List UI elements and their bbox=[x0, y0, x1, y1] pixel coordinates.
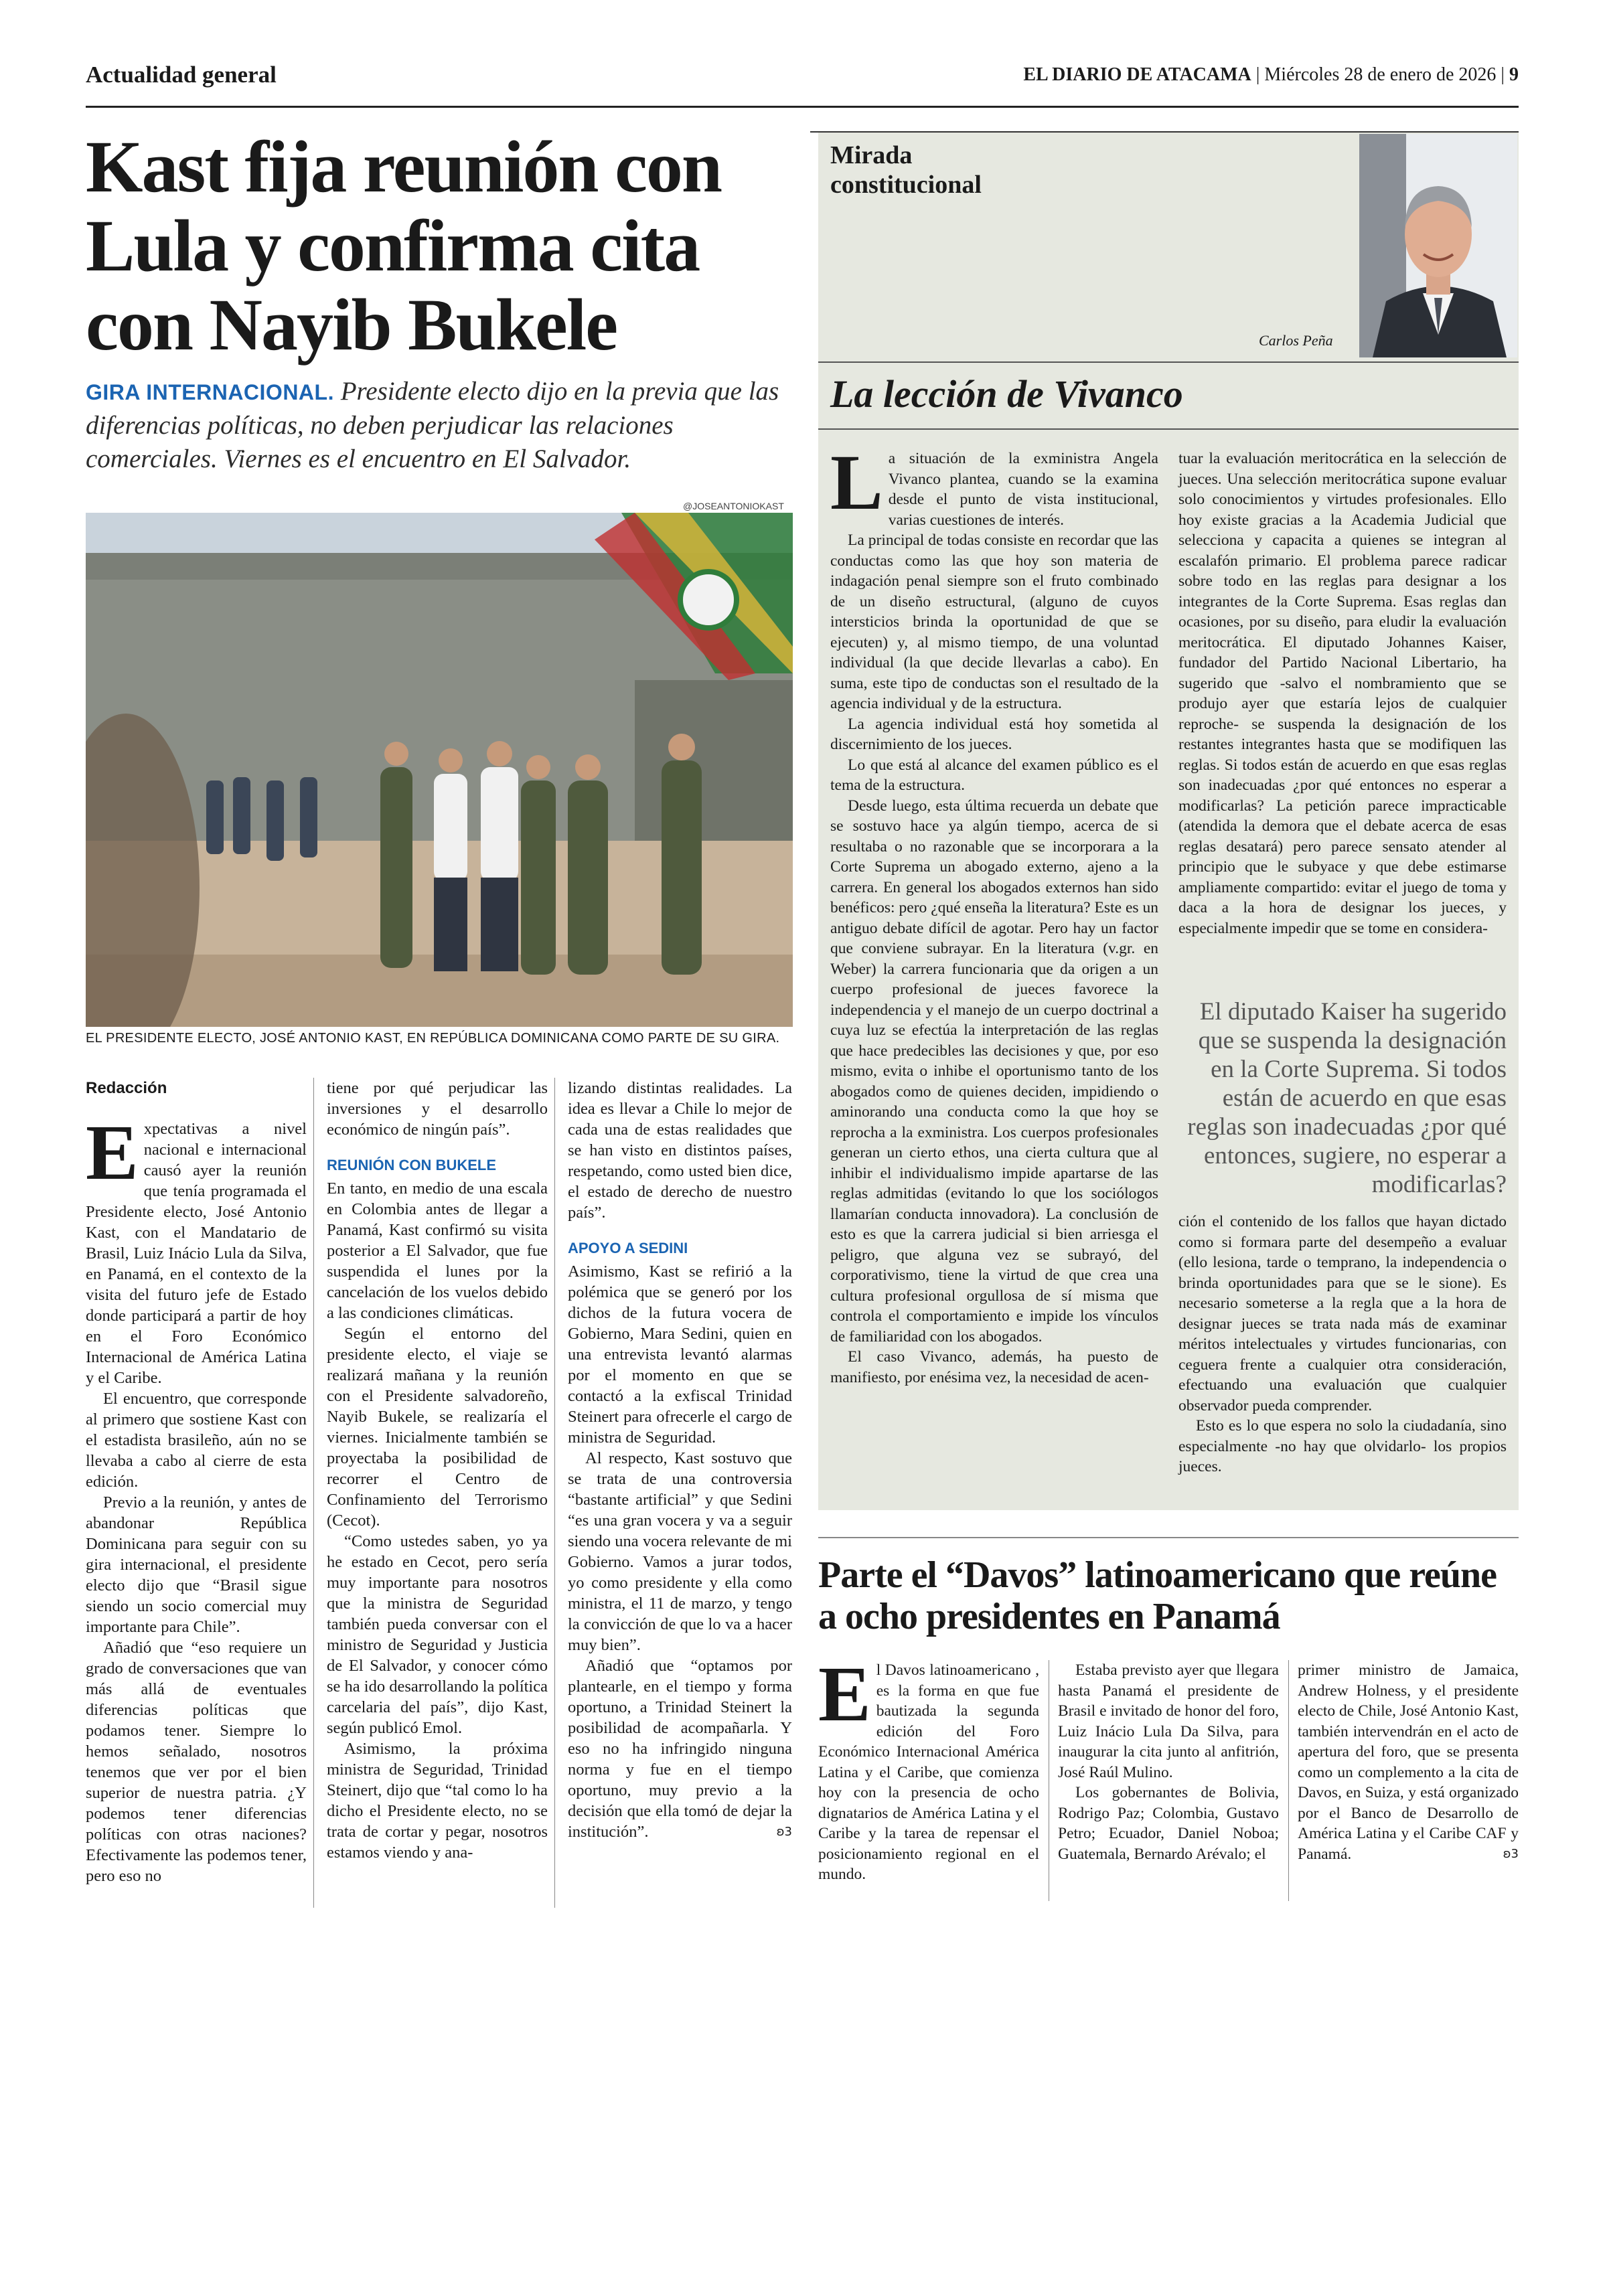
paragraph: El encuentro, que corresponde al primero que sostiene Kast con el estadista brasileño, aún no se llevaba a cabo al cierre de esta edición. bbox=[86, 1390, 307, 1491]
separator: | bbox=[1255, 64, 1265, 85]
issue-date: Miércoles 28 de enero de 2026 bbox=[1264, 64, 1497, 85]
end-mark: ʚ3 bbox=[1503, 1846, 1519, 1861]
second-article-column-1 bbox=[818, 1650, 1039, 1885]
paragraph: ción el contenido de los fallos que hayan dictado como si formara parte del desempeño a evaluar (ello lesiona, tarde o temprano, la independencia o brinda oportunidades para que se le sione). Es necesario someterse a la regla que a la hora de designar jueces se trata nada más de examinar méritos intelectuales y virtudes funcionarias, con ceguera frente a cualquier otra consideración, efectuando una evaluación que cualquier observador pueda comprender. bbox=[1178, 1213, 1507, 1414]
opinion-top-rule bbox=[810, 131, 1519, 133]
paragraph bbox=[86, 1109, 307, 1388]
publication-name: EL DIARIO DE ATACAMA bbox=[1023, 64, 1251, 85]
paragraph: Lo que está al alcance del examen público es el tema de la estructura. bbox=[830, 756, 1158, 794]
paragraph bbox=[818, 1650, 1039, 1885]
second-article-column-2 bbox=[1058, 1660, 1279, 1864]
paragraph: Previo a la reunión, y antes de abandonar República Dominicana para seguir con su gira internacional, el presidente electo dijo que “Brasil sigue siendo un socio comercial muy importante para Chile”. bbox=[86, 1493, 307, 1636]
masthead bbox=[1023, 64, 1519, 86]
paragraph: La agencia individual está hoy sometida al discernimiento de los jueces. bbox=[830, 715, 1158, 753]
opinion-rule bbox=[818, 428, 1519, 430]
column-rule bbox=[554, 1078, 555, 1908]
separator: | bbox=[1501, 64, 1509, 85]
paragraph: El caso Vivanco, además, ha puesto de manifiesto, por enésima vez, la necesidad de acen- bbox=[830, 1348, 1158, 1386]
lede-text: Presidente electo dijo en la previa que las diferencias políticas, no deben perjudicar las relaciones comerciales. Viernes es el encuentro en El Salvador. bbox=[86, 377, 779, 473]
dropcap: L bbox=[830, 438, 883, 526]
second-article-column-3 bbox=[1298, 1660, 1519, 1864]
paragraph-text: xpectativas a nivel nacional e internacional causó ayer la reunión que tenía programada el Presidente electo, José Antonio Kast, con el Mandatario de Brasil, Luiz Inácio Lula da Silva, en Panamá, en el contexto de la visita del futuro jefe de Estado donde participará a partir de hoy en el Foro Económico Internacional de América Latina y el Caribe. bbox=[86, 1120, 307, 1387]
opinion-section-label: Mirada constitucional bbox=[830, 141, 982, 199]
paragraph: tuar la evaluación meritocrática en la selección de jueces. Una selección meritocrática supone evaluar solo conocimientos y virtudes profesionales. Ello hoy existe gracias a la Academia Judicial que selecciona y capacita a quienes se integran al escalafón primario. El problema parece radicar sobre todo en las reglas para designar a los integrantes de la Corte Suprema. Esas reglas dan ocasiones, por su diseño, para eludir la evaluación meritocrática. El diputado Johannes Kaiser, fundador del Partido Nacional Libertario, ha sugerido que -salvo el nombramiento que se produjo ayer que estaría lejos de cualquier reproche- se suspenda la designación de los restantes integrantes hasta que se modifiquen las reglas. Si todos están de acuerdo en que esas reglas son inadecuadas ¿por qué entonces no esperar a modificarlas? La petición parece impracticable (atendida la demora que el debate acerca de esas reglas desatará) pero parece sensato atender al principio que le subyace y que debe estimarse ampliamente compartido: evitar el juego de toma y daca a la hora de designar los jueces, y especialmente impedir que se tome en considera- bbox=[1178, 450, 1507, 937]
article-column-1 bbox=[86, 1078, 307, 1886]
author-photo bbox=[1359, 134, 1517, 357]
pull-quote: El diputado Kaiser ha sugerido que se suspenda la designación en la Corte Suprema. Si todos están de acuerdo en que esas reglas son inadecuadas ¿por qué entonces, sugiere, no esperar a modificarlas? bbox=[1187, 998, 1507, 1198]
paragraph-text: a situación de la exministra Angela Vivanco plantea, cuando se la examina desde el punto de vista institucional, varias cuestiones de interés. bbox=[888, 450, 1158, 529]
paragraph-text: Añadió que “optamos por plantearle, en el tiempo y forma oportuno, a Trinidad Steinert la posibilidad de acompañarla. Y eso no ha infringido ninguna norma y fue en el tiempo oportuno, muy previo a la decisión que ella tomó de dejar la institución”. bbox=[568, 1657, 792, 1841]
paragraph: Asimismo, Kast se refirió a la polémica que se generó por los dichos de la futura vocera de Gobierno, Mara Sedini, quien en una entrevista levantó alarmas por el momento en que se contactó a la exfiscal Trinidad Steinert para ofrecerle el cargo de ministra de Seguridad. bbox=[568, 1262, 792, 1447]
opinion-rule bbox=[818, 361, 1519, 363]
paragraph bbox=[1298, 1660, 1519, 1864]
main-photo bbox=[86, 513, 793, 1027]
paragraph bbox=[568, 1655, 792, 1842]
byline: Redacción bbox=[86, 1079, 167, 1097]
paragraph: Esto es lo que espera no solo la ciudadanía, sino especialmente -no hay que olvidarlo- los propios jueces. bbox=[1178, 1417, 1507, 1475]
paragraph: lizando distintas realidades. La idea es llevar a Chile lo mejor de cada una de estas realidades que se han visto en distintos países, respetando, como usted bien dice, el estado de derecho de nuestro país”. bbox=[568, 1079, 792, 1222]
paragraph: Asimismo, la próxima ministra de Seguridad, Trinidad Steinert, dijo que “tal como lo ha dicho el Presidente electo, no se trata de cortar y pegar, nosotros estamos viendo y ana- bbox=[327, 1740, 548, 1862]
ceremony-illustration bbox=[86, 513, 793, 1027]
main-headline: Kast fija reunión con Lula y confirma cita con Nayib Bukele bbox=[86, 126, 722, 365]
opinion-title: La lección de Vivanco bbox=[830, 372, 1183, 416]
header-rule bbox=[86, 106, 1519, 108]
page-number: 9 bbox=[1509, 64, 1519, 85]
paragraph: Al respecto, Kast sostuvo que se trata de una controversia “bastante artificial” y que Sedini “es una gran vocera y va a seguir siendo una vocera relevante de mi Gobierno. Vamos a jurar todos, yo como presidente y ella como ministra, el 11 de marzo, y tengo la convicción de que lo va a hacer muy bien”. bbox=[568, 1449, 792, 1654]
main-lede bbox=[86, 375, 795, 476]
dropcap: E bbox=[818, 1650, 871, 1738]
author-name: Carlos Peña bbox=[1259, 332, 1333, 349]
second-headline: Parte el “Davos” latinoamericano que reúne a ocho presidentes en Panamá bbox=[818, 1554, 1497, 1637]
paragraph: Añadió que “eso requiere un grado de conversaciones que van más allá de eventuales diferencias políticas que podamos tener. Siempre lo hemos señalado, nosotros tenemos que ver por el bien superior de nuestra patria. ¿Y podemos tener diferencias políticas con otras naciones? Efectivamente las podemos tener, pero eso no bbox=[86, 1639, 307, 1885]
article-rule bbox=[818, 1537, 1519, 1538]
subheading: APOYO A SEDINI bbox=[568, 1240, 688, 1256]
photo-credit: @JOSEANTONIOKAST bbox=[683, 501, 784, 511]
photo-caption: EL PRESIDENTE ELECTO, JOSÉ ANTONIO KAST, EN REPÚBLICA DOMINICANA COMO PARTE DE SU GIRA. bbox=[86, 1031, 780, 1046]
article-column-3 bbox=[568, 1078, 792, 1842]
opinion-column-2-continued bbox=[1178, 1212, 1507, 1477]
paragraph-text: primer ministro de Jamaica, Andrew Holness, y el presidente electo de Chile, José Antonio Kast, también intervendrán en el acto de apertura del foro, que se presenta como un complemento a la cita de Davos, en Suiza, y está organizado por el Banco de Desarrollo de América Latina y el Caribe CAF y Panamá. bbox=[1298, 1661, 1519, 1863]
lede-kicker: GIRA INTERNACIONAL. bbox=[86, 380, 334, 404]
paragraph: La principal de todas consiste en recordar que las conductas como las que hoy son materia de indagación penal siempre son el fruto combinado de un diseño estructural, (alguno de cuyos intersticios brinda la oportunidad de que se ejecuten) y, al mismo tiempo, de una voluntad individual (la que decide llevarlas a cabo). En suma, este tipo de conductas son el resultado de la agencia individual y de la estructura. bbox=[830, 531, 1158, 712]
subheading: REUNIÓN CON BUKELE bbox=[327, 1157, 497, 1173]
paragraph: tiene por qué perjudicar las inversiones y el desarrollo económico de ningún país”. bbox=[327, 1079, 548, 1139]
opinion-column-2 bbox=[1178, 448, 1507, 938]
article-column-2 bbox=[327, 1078, 548, 1863]
paragraph: Desde luego, esta última recuerda un debate que se sostuvo hace ya algún tiempo, acerca de si resultaba o no razonable que se incorporara a la Corte Suprema un abogado externo, ajeno a la carrera. En general los abogados externos han sido benéficos: pero ¿qué enseña la literatura? Este es un antiguo debate difícil de agotar. Pero hay un factor que conviene subrayar. En la literatura (v.gr. en Weber) la carrera funcionaria que da origen a un cuerpo profesional de jueces favorece la independencia y el manejo de un cuerpo doctrinal a cuya luz se efectúa la interpretación de las reglas que hace predecibles las decisiones y que, por eso mismo, evita o inhibe el oportunismo tanto de los abogados como de quienes deciden, impidiendo o aminorando una conducta como la que hoy se reprocha a la exministra. Los cuerpos profesionales generan un cierto ethos, una cierta cultura que al inhibir el individualismo impide apartarse de las reglas admitidas (evitando lo que los sociólogos llamarían conducta innovadora). La conclusión de esto es que la carrera judicial si bien arriesga el peligro, que alguna vez se subrayó, del corporativismo, tiene la virtud de que crea una cultura profesional orgullosa de sí misma que controla el comportamiento e impide los vínculos de familiaridad con los abogados. bbox=[830, 797, 1158, 1345]
paragraph bbox=[830, 438, 1158, 530]
paragraph: Según el entorno del presidente electo, el viaje se realizará mañana y la reunión con el Presidente salvadoreño, Nayib Bukele, se realizaría el viernes. Inicialmente también se proyectaba la posibilidad de recorrer el Centro de Confinamiento del Terrorismo (Cecot). bbox=[327, 1325, 548, 1530]
paragraph: “Como ustedes saben, yo ya he estado en Cecot, pero sería muy importante para nosotros que la ministra de Seguridad también pueda conversar con el ministro de Seguridad y Justicia de El Salvador, y conocer cómo se ha ido desarrollando la política carcelaria del país”, dijo Kast, según publicó Emol. bbox=[327, 1532, 548, 1737]
paragraph-text: l Davos latinoamericano , es la forma en que fue bautizada la segunda edición del Foro Económico Internacional América Latina y el Caribe, que comienza hoy con la presencia de ocho dignatarios de América Latina y el Caribe y la tarea de repensar el posicionamiento regional en el mundo. bbox=[818, 1661, 1039, 1883]
paragraph: Estaba previsto ayer que llegara hasta Panamá el presidente de Brasil e invitado de honor del foro, Luiz Inácio Lula Da Silva, para inaugurar la cita junto al anfitrión, José Raúl Mulino. bbox=[1058, 1661, 1279, 1781]
section-title: Actualidad general bbox=[86, 62, 277, 88]
end-mark: ʚ3 bbox=[776, 1825, 792, 1839]
opinion-column-1 bbox=[830, 438, 1158, 1388]
paragraph: En tanto, en medio de una escala en Colombia antes de llegar a Panamá, Kast confirmó su visita posterior a El Salvador, que fue suspendida el lunes por la cancelación de los vuelos debido a las condiciones climáticas. bbox=[327, 1179, 548, 1322]
paragraph: Los gobernantes de Bolivia, Rodrigo Paz; Colombia, Gustavo Petro; Ecuador, Daniel Noboa; Guatemala, Bernardo Arévalo; el bbox=[1058, 1784, 1279, 1863]
column-rule bbox=[1288, 1660, 1289, 1901]
dropcap: E bbox=[86, 1109, 139, 1196]
author-portrait bbox=[1359, 134, 1517, 357]
column-rule bbox=[313, 1078, 314, 1908]
